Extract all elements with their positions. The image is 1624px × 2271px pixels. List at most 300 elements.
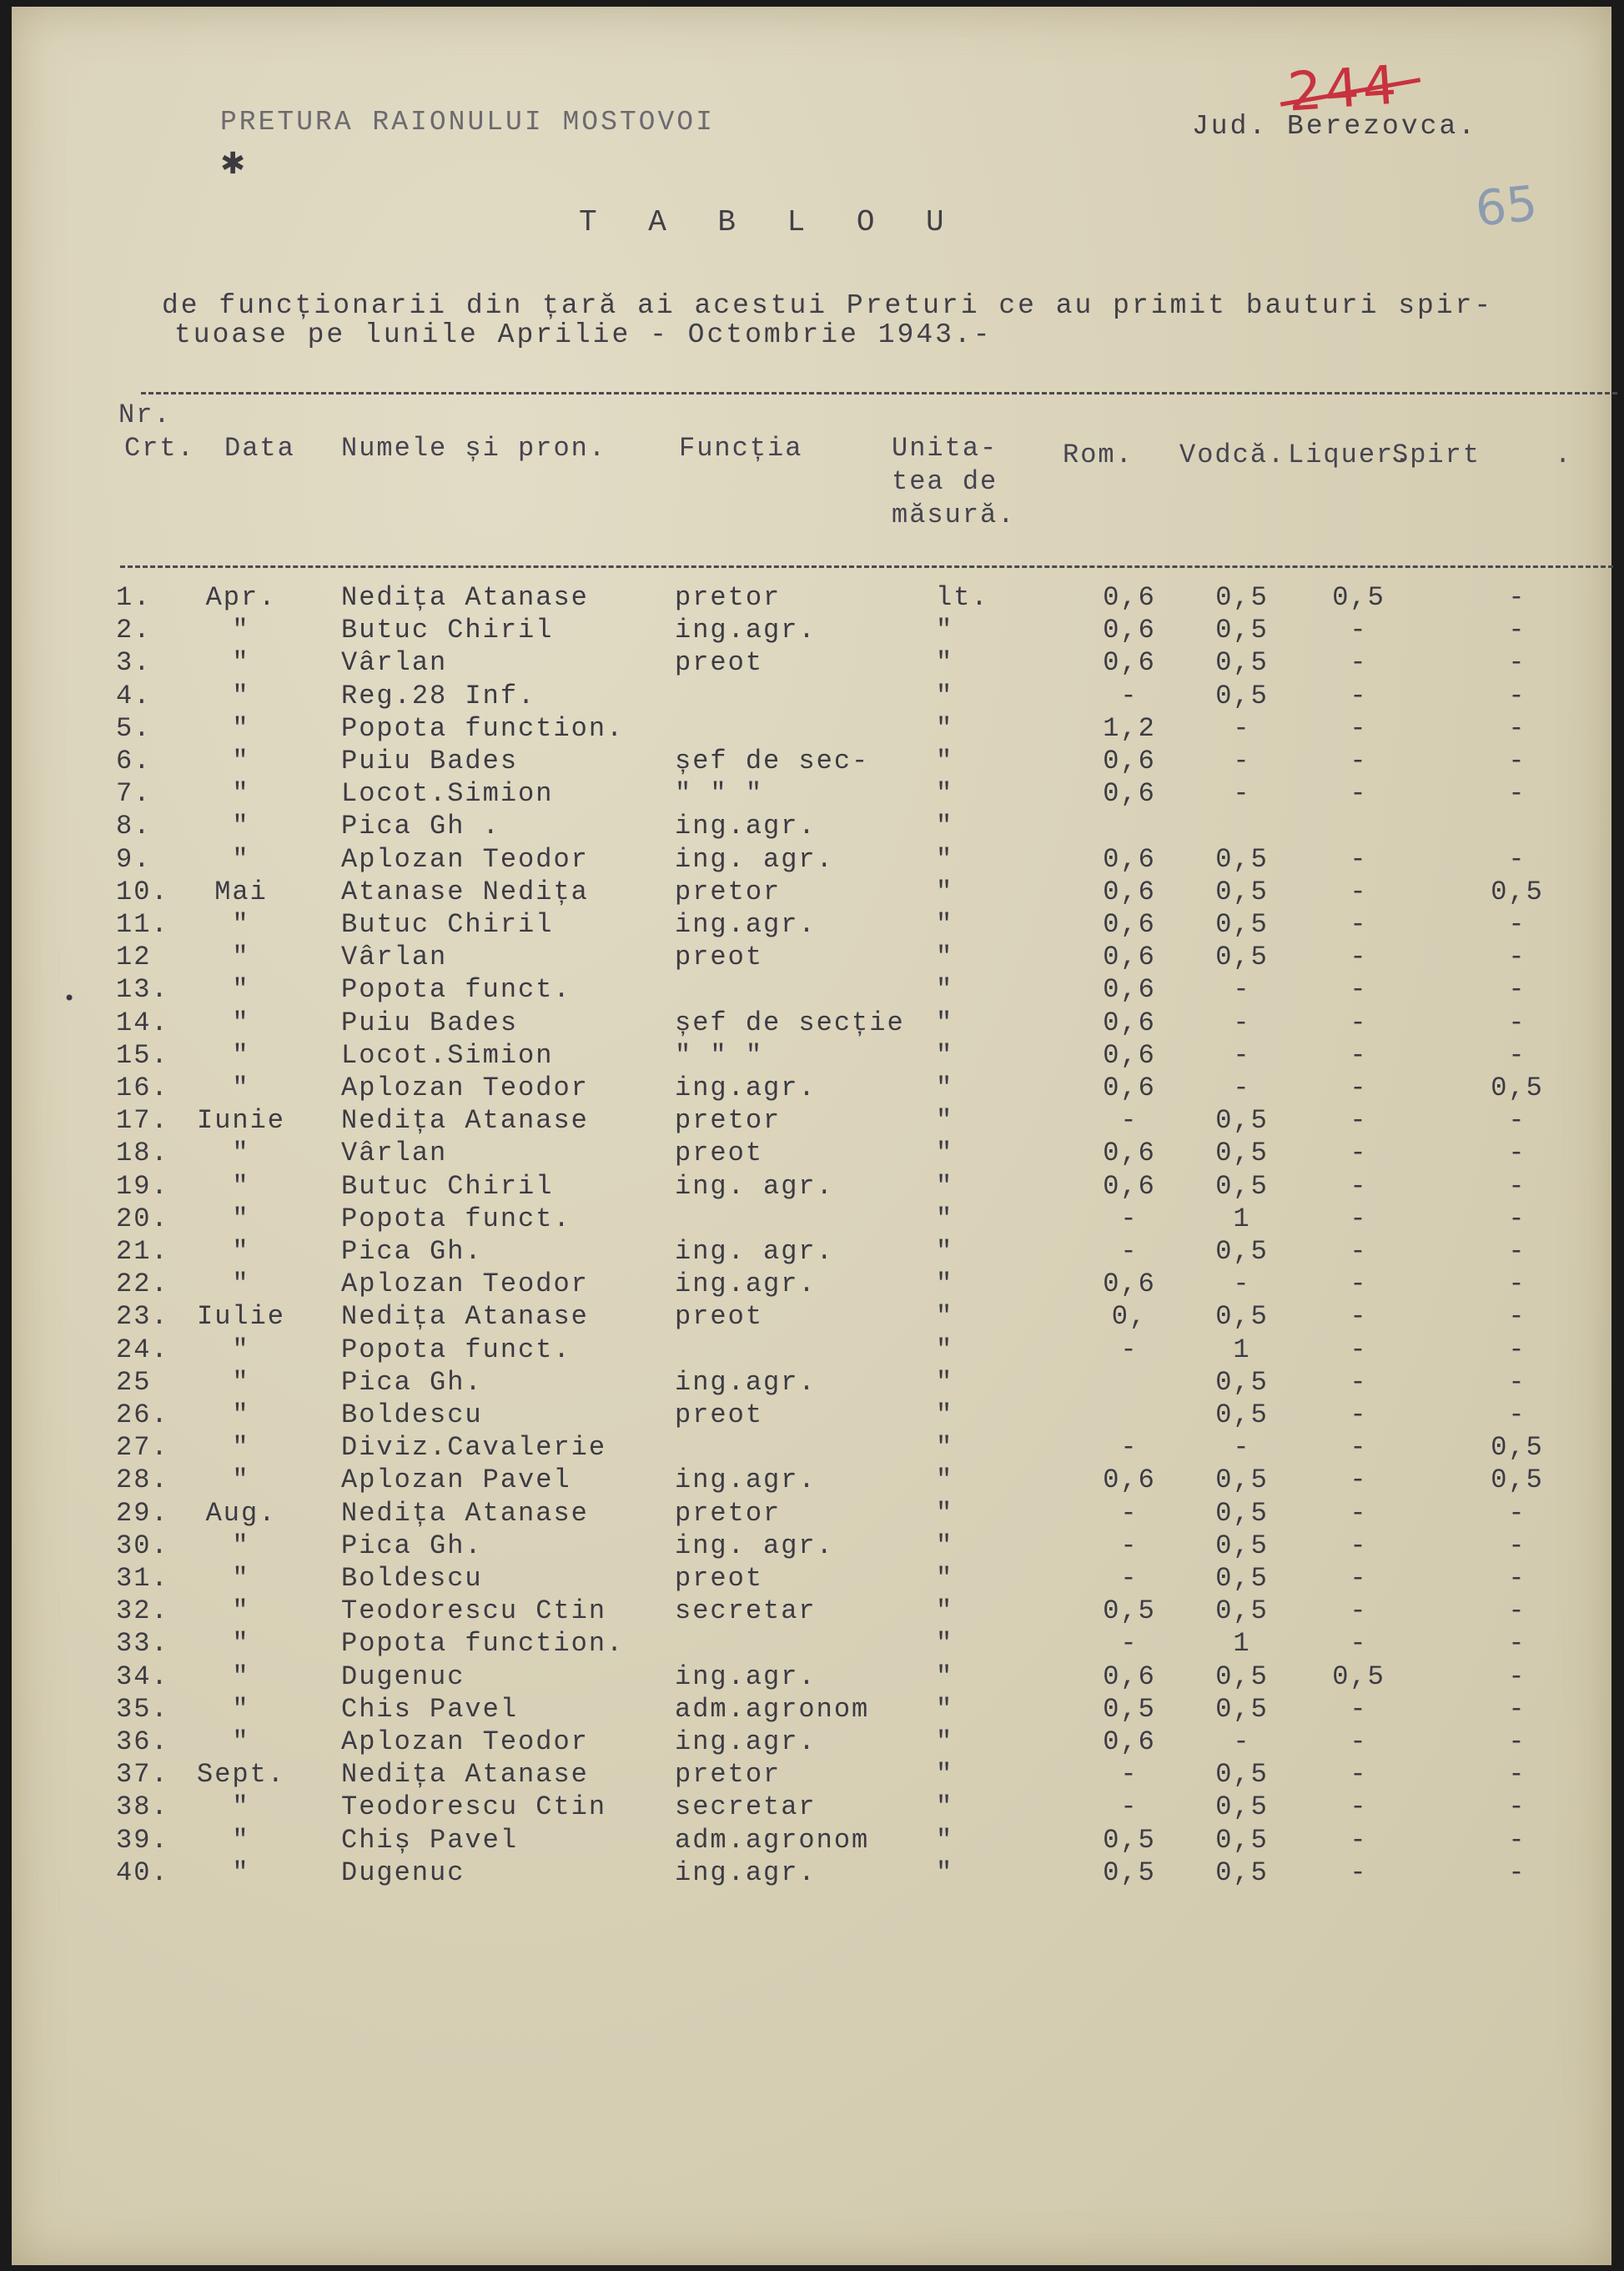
row-number: 1. (116, 582, 152, 613)
table-row (12, 811, 1611, 842)
table-row (12, 615, 1611, 646)
row-name: Butuc Chiril (341, 909, 554, 940)
row-rom: - (1120, 1628, 1139, 1660)
table-row (12, 974, 1611, 1006)
row-liquer: 0,5 (1332, 1661, 1385, 1692)
row-date: " (232, 746, 250, 776)
row-liquer: - (1350, 1465, 1368, 1496)
row-name: Teodorescu Ctin (341, 1791, 607, 1823)
row-number: 31. (116, 1563, 169, 1594)
row-unit: " (936, 942, 954, 973)
table-row (12, 681, 1611, 712)
row-function: ing. agr. (675, 843, 834, 875)
row-unit: " (936, 1824, 954, 1856)
row-name: Popota funct. (341, 1334, 571, 1365)
row-unit: " (936, 1856, 954, 1888)
row-spirt: - (1508, 615, 1526, 646)
row-number: 35. (116, 1693, 169, 1725)
row-vodca: 0,5 (1215, 1236, 1269, 1267)
row-rom: 0,6 (1103, 974, 1156, 1006)
table-row (12, 1040, 1611, 1072)
row-date: " (232, 1236, 250, 1267)
row-vodca: 0,5 (1215, 909, 1269, 940)
table-row (12, 1563, 1611, 1595)
table-row (12, 1138, 1611, 1169)
row-liquer: - (1350, 1039, 1368, 1071)
row-date: Sept. (196, 1759, 285, 1791)
row-number: 38. (116, 1791, 169, 1823)
row-date: " (232, 1628, 250, 1660)
row-vodca: 0,5 (1215, 1399, 1269, 1430)
row-spirt: - (1508, 1595, 1526, 1627)
row-liquer: - (1350, 746, 1368, 776)
row-function: " " " (675, 778, 764, 810)
row-spirt: - (1508, 1301, 1526, 1333)
row-number: 24. (116, 1334, 169, 1365)
row-spirt: - (1508, 582, 1526, 613)
row-rom: 0,6 (1103, 615, 1156, 646)
row-spirt: - (1508, 1170, 1526, 1202)
row-date: " (232, 1203, 250, 1234)
row-number: 33. (116, 1628, 169, 1660)
row-rom: 0,6 (1103, 1465, 1156, 1496)
row-name: Vârlan (341, 647, 448, 679)
col-header-unit: Unita- tea de măsură. (892, 433, 1016, 530)
row-number: 34. (116, 1661, 169, 1692)
row-number: 23. (116, 1301, 169, 1333)
row-date: Mai (214, 876, 268, 907)
row-liquer: - (1350, 1073, 1368, 1103)
row-rom: - (1120, 1497, 1139, 1529)
row-vodca: 0,5 (1215, 1661, 1269, 1692)
row-date: " (232, 1399, 250, 1430)
county-heading: Jud. Berezovca. (1192, 111, 1478, 142)
row-vodca: 0,5 (1215, 1563, 1269, 1594)
row-date: " (232, 811, 250, 842)
row-unit: " (936, 1301, 954, 1333)
row-number: 39. (116, 1824, 169, 1856)
table-row (12, 1726, 1611, 1758)
row-unit: " (936, 1432, 954, 1464)
row-rom: 0,5 (1103, 1824, 1156, 1856)
row-date: " (232, 1269, 250, 1300)
row-liquer: - (1350, 1138, 1368, 1169)
row-date: " (232, 942, 250, 973)
table-row (12, 1171, 1611, 1203)
row-number: 6. (116, 746, 152, 776)
row-unit: " (936, 1138, 954, 1169)
row-spirt: 0,5 (1491, 1465, 1544, 1496)
col-header-nr: Nr. (118, 399, 172, 430)
row-unit: " (936, 1073, 954, 1103)
row-date: " (232, 778, 250, 810)
row-function: ing.agr. (675, 1465, 817, 1496)
row-liquer: - (1350, 974, 1368, 1006)
row-spirt: 0,5 (1491, 1073, 1544, 1103)
row-rom: 0,6 (1103, 1073, 1156, 1103)
row-date: " (232, 974, 250, 1006)
row-date: Aug. (205, 1497, 277, 1529)
row-rom: - (1120, 1203, 1139, 1234)
row-vodca: - (1233, 712, 1251, 744)
table-row (12, 1269, 1611, 1300)
row-date: " (232, 1661, 250, 1692)
row-date: " (232, 1791, 250, 1823)
row-liquer: - (1350, 1759, 1368, 1791)
row-liquer: 0,5 (1332, 582, 1385, 613)
row-number: 29. (116, 1497, 169, 1529)
row-date: " (232, 680, 250, 711)
row-vodca: - (1233, 1073, 1251, 1103)
row-vodca: 1 (1233, 1203, 1251, 1234)
row-spirt: - (1508, 1824, 1526, 1856)
row-date: Iunie (196, 1105, 285, 1137)
row-liquer: - (1350, 1203, 1368, 1234)
col-header-name: Numele și pron. (341, 433, 607, 464)
row-date: Iulie (196, 1301, 285, 1333)
row-date: " (232, 647, 250, 679)
row-date: " (232, 1007, 250, 1038)
row-function: pretor (675, 1105, 782, 1137)
row-vodca: 0,5 (1215, 1856, 1269, 1888)
pencil-page-number: 65 (1472, 174, 1541, 238)
row-vodca: 0,5 (1215, 1530, 1269, 1561)
row-liquer: - (1350, 1007, 1368, 1038)
row-spirt: - (1508, 778, 1526, 810)
row-number: 4. (116, 680, 152, 711)
row-number: 30. (116, 1530, 169, 1561)
row-liquer: - (1350, 1334, 1368, 1365)
row-name: Dugenuc (341, 1856, 465, 1888)
row-liquer: - (1350, 1269, 1368, 1300)
row-unit: " (936, 1465, 954, 1496)
table-row (12, 1791, 1611, 1823)
row-spirt: - (1508, 1856, 1526, 1888)
row-date: " (232, 1073, 250, 1103)
row-name: Chiș Pavel (341, 1824, 519, 1856)
col-header-rom: Rom. (1063, 440, 1134, 470)
row-date: " (232, 1824, 250, 1856)
row-name: Vârlan (341, 942, 448, 973)
row-vodca: 0,5 (1215, 1366, 1269, 1398)
row-name: Teodorescu Ctin (341, 1595, 607, 1627)
row-unit: " (936, 876, 954, 907)
row-number: 12 (116, 942, 152, 973)
document-title: T A B L O U (579, 205, 961, 239)
row-liquer: - (1350, 1170, 1368, 1202)
row-number: 8. (116, 811, 152, 842)
table-row (12, 1530, 1611, 1562)
row-name: Boldescu (341, 1399, 483, 1430)
row-function: ing.agr. (675, 811, 817, 842)
row-date: " (232, 1432, 250, 1464)
row-rom: - (1120, 1236, 1139, 1267)
row-rom: 0,6 (1103, 843, 1156, 875)
table-row (12, 844, 1611, 876)
row-unit: " (936, 1039, 954, 1071)
row-function: ing.agr. (675, 1073, 817, 1103)
row-name: Dugenuc (341, 1661, 465, 1692)
row-spirt: - (1508, 1203, 1526, 1234)
row-rom: 0,6 (1103, 647, 1156, 679)
row-date: " (232, 1856, 250, 1888)
row-unit: " (936, 778, 954, 810)
row-name: Aplozan Teodor (341, 1269, 589, 1300)
row-unit: " (936, 712, 954, 744)
row-number: 14. (116, 1007, 169, 1038)
row-name: Nedița Atanase (341, 1759, 589, 1791)
row-unit: " (936, 1203, 954, 1234)
row-unit: " (936, 909, 954, 940)
row-name: Diviz.Cavalerie (341, 1432, 607, 1464)
table-row (12, 1105, 1611, 1137)
row-spirt: - (1508, 1007, 1526, 1038)
row-spirt: - (1508, 942, 1526, 973)
table-row (12, 778, 1611, 810)
row-date: " (232, 1170, 250, 1202)
row-spirt: - (1508, 746, 1526, 776)
row-function: ing.agr. (675, 1661, 817, 1692)
row-function: adm.agronom (675, 1693, 870, 1725)
header-rule-bottom (120, 565, 1613, 568)
row-unit: " (936, 1334, 954, 1365)
row-name: Aplozan Teodor (341, 1073, 589, 1103)
row-number: 17. (116, 1105, 169, 1137)
row-number: 32. (116, 1595, 169, 1627)
row-name: Butuc Chiril (341, 615, 554, 646)
row-rom: 0,6 (1103, 746, 1156, 776)
row-vodca: 0,5 (1215, 1791, 1269, 1823)
row-rom: - (1120, 1334, 1139, 1365)
row-function: șef de sec- (675, 746, 870, 776)
office-heading: PRETURA RAIONULUI MOSTOVOI (220, 107, 715, 138)
row-function: ing. agr. (675, 1530, 834, 1561)
table-row (12, 1203, 1611, 1235)
row-rom: 0,5 (1103, 1693, 1156, 1725)
row-number: 9. (116, 843, 152, 875)
table-row (12, 1301, 1611, 1333)
row-rom: 0,6 (1103, 876, 1156, 907)
row-vodca: 0,5 (1215, 942, 1269, 973)
row-unit: " (936, 615, 954, 646)
table-row (12, 713, 1611, 745)
col-header-date: Data (224, 433, 295, 464)
row-name: Nedița Atanase (341, 1105, 589, 1137)
document-page (12, 7, 1611, 2265)
row-function: ing.agr. (675, 615, 817, 646)
row-function: pretor (675, 582, 782, 613)
row-unit: " (936, 1595, 954, 1627)
row-date: " (232, 1693, 250, 1725)
table-row (12, 1073, 1611, 1104)
row-date: " (232, 615, 250, 646)
table-row (12, 582, 1611, 614)
row-unit: " (936, 1628, 954, 1660)
row-vodca: 0,5 (1215, 582, 1269, 613)
row-name: Atanase Nedița (341, 876, 589, 907)
table-row (12, 1007, 1611, 1039)
row-number: 19. (116, 1170, 169, 1202)
row-vodca: 0,5 (1215, 1824, 1269, 1856)
row-rom: - (1120, 1432, 1139, 1464)
row-spirt: - (1508, 1236, 1526, 1267)
row-date: " (232, 1465, 250, 1496)
row-vodca: - (1233, 1007, 1251, 1038)
table-row (12, 1334, 1611, 1366)
row-number: 13. (116, 974, 169, 1006)
row-unit: " (936, 1693, 954, 1725)
row-liquer: - (1350, 615, 1368, 646)
row-name: Aplozan Pavel (341, 1465, 571, 1496)
row-unit: " (936, 811, 954, 842)
row-liquer: - (1350, 942, 1368, 973)
row-name: Pica Gh. (341, 1366, 483, 1398)
row-date: " (232, 909, 250, 940)
row-vodca: - (1233, 778, 1251, 810)
row-spirt: 0,5 (1491, 1432, 1544, 1464)
row-date: " (232, 843, 250, 875)
row-rom: - (1120, 1105, 1139, 1137)
row-spirt: - (1508, 1563, 1526, 1594)
red-archive-number: 244 (1285, 54, 1402, 124)
row-spirt: - (1508, 1366, 1526, 1398)
row-rom: - (1120, 1791, 1139, 1823)
row-vodca: - (1233, 1432, 1251, 1464)
row-name: Aplozan Teodor (341, 843, 589, 875)
table-row (12, 1825, 1611, 1856)
row-rom: 0,5 (1103, 1856, 1156, 1888)
row-date: " (232, 1726, 250, 1757)
row-unit: " (936, 1791, 954, 1823)
row-name: Popota funct. (341, 974, 571, 1006)
row-function: ing. agr. (675, 1236, 834, 1267)
table-row (12, 1661, 1611, 1693)
row-spirt: - (1508, 1661, 1526, 1692)
row-number: 21. (116, 1236, 169, 1267)
row-unit: " (936, 1399, 954, 1430)
row-rom: 0,6 (1103, 1269, 1156, 1300)
row-name: Nedița Atanase (341, 1301, 589, 1333)
row-rom: 0,5 (1103, 1595, 1156, 1627)
row-vodca: 0,5 (1215, 1497, 1269, 1529)
row-date: " (232, 1530, 250, 1561)
row-unit: " (936, 1563, 954, 1594)
row-function: ing.agr. (675, 1366, 817, 1398)
row-function: ing.agr. (675, 909, 817, 940)
table-row (12, 746, 1611, 777)
row-unit: " (936, 974, 954, 1006)
col-header-spirt: Spirt (1392, 440, 1481, 470)
row-vodca: - (1233, 1269, 1251, 1300)
row-vodca: 0,5 (1215, 1465, 1269, 1496)
row-rom: 0,6 (1103, 778, 1156, 810)
table-row (12, 1857, 1611, 1889)
row-name: Popota function. (341, 712, 625, 744)
row-number: 37. (116, 1759, 169, 1791)
row-unit: " (936, 647, 954, 679)
row-function: secretar (675, 1595, 817, 1627)
row-unit: " (936, 680, 954, 711)
row-rom: - (1120, 1530, 1139, 1561)
row-spirt: - (1508, 1530, 1526, 1561)
row-function: preot (675, 647, 764, 679)
row-liquer: - (1350, 1595, 1368, 1627)
row-number: 5. (116, 712, 152, 744)
row-rom: 0,6 (1103, 1661, 1156, 1692)
row-unit: lt. (936, 582, 989, 613)
row-liquer: - (1350, 647, 1368, 679)
row-unit: " (936, 1661, 954, 1692)
row-function: preot (675, 942, 764, 973)
row-function: preot (675, 1301, 764, 1333)
row-vodca: 0,5 (1215, 1105, 1269, 1137)
row-liquer: - (1350, 680, 1368, 711)
table-row (12, 1694, 1611, 1726)
row-spirt: - (1508, 1693, 1526, 1725)
row-name: Locot.Simion (341, 778, 554, 810)
row-number: 22. (116, 1269, 169, 1300)
row-spirt: - (1508, 1759, 1526, 1791)
row-name: Locot.Simion (341, 1039, 554, 1071)
row-liquer: - (1350, 1726, 1368, 1757)
row-liquer: - (1350, 909, 1368, 940)
col-header-vodca: Vodcă. (1179, 440, 1286, 470)
subtitle-line-1: de funcționarii din țară ai acestui Preturi ce au primit bauturi spir- (162, 290, 1494, 321)
row-function: " " " (675, 1039, 764, 1071)
row-name: Pica Gh. (341, 1236, 483, 1267)
subtitle-line-2: tuoase pe lunile Aprilie - Octombrie 1943.- (174, 319, 993, 350)
row-rom: - (1120, 1759, 1139, 1791)
row-spirt: - (1508, 1334, 1526, 1365)
row-spirt: - (1508, 1039, 1526, 1071)
table-row (12, 1498, 1611, 1530)
row-spirt: - (1508, 1497, 1526, 1529)
row-vodca: 0,5 (1215, 1138, 1269, 1169)
row-liquer: - (1350, 1856, 1368, 1888)
table-row (12, 647, 1611, 679)
row-vodca: 0,5 (1215, 843, 1269, 875)
row-name: Pica Gh . (341, 811, 500, 842)
row-unit: " (936, 746, 954, 776)
row-vodca: 1 (1233, 1628, 1251, 1660)
row-liquer: - (1350, 1236, 1368, 1267)
row-rom: 0,6 (1103, 909, 1156, 940)
row-date: " (232, 1366, 250, 1398)
row-unit: " (936, 1497, 954, 1529)
row-number: 36. (116, 1726, 169, 1757)
table-row (12, 1367, 1611, 1399)
table-row (12, 1399, 1611, 1431)
row-name: Vârlan (341, 1138, 448, 1169)
row-spirt: - (1508, 1105, 1526, 1137)
row-unit: " (936, 1007, 954, 1038)
row-name: Puiu Bades (341, 746, 519, 776)
col-header-crt: Crt. (124, 433, 195, 464)
row-date: " (232, 1334, 250, 1365)
row-liquer: - (1350, 1497, 1368, 1529)
row-function: ing.agr. (675, 1269, 817, 1300)
row-vodca: 0,5 (1215, 1595, 1269, 1627)
row-spirt: - (1508, 1138, 1526, 1169)
row-rom: 0,6 (1103, 942, 1156, 973)
row-rom: 0,6 (1103, 582, 1156, 613)
row-number: 28. (116, 1465, 169, 1496)
row-liquer: - (1350, 843, 1368, 875)
row-name: Nedița Atanase (341, 582, 589, 613)
row-function: ing. agr. (675, 1170, 834, 1202)
row-spirt: - (1508, 1628, 1526, 1660)
row-spirt: - (1508, 1399, 1526, 1430)
